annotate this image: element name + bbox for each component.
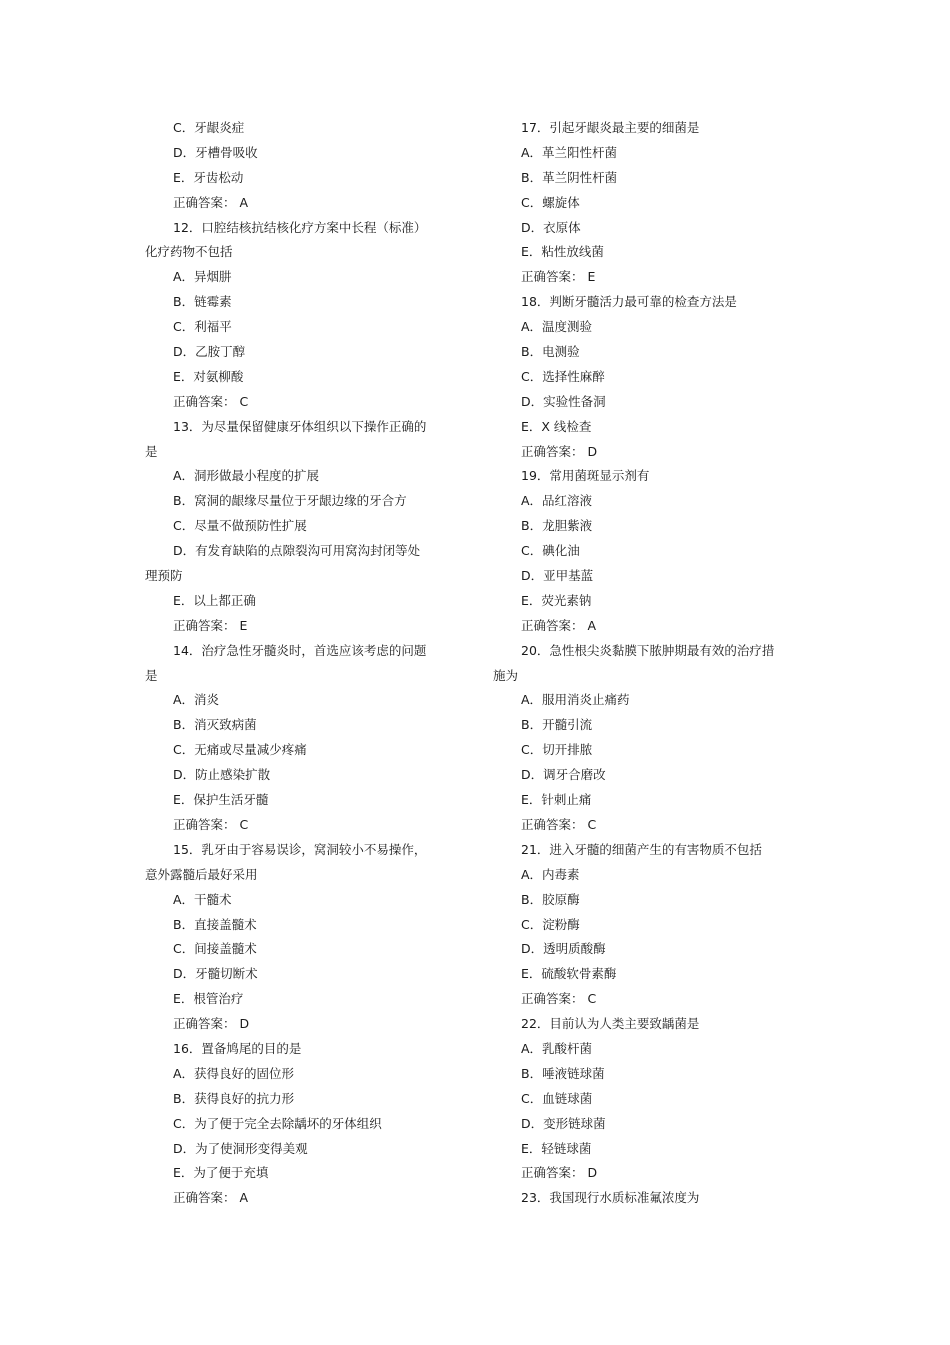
text-line: B．唾液链球菌 — [521, 1065, 605, 1081]
text-line: A．服用消炎止痛药 — [521, 692, 630, 708]
text-line: A．革兰阳性杆菌 — [521, 144, 618, 160]
text-line: 20．急性根尖炎黏膜下脓肿期最有效的治疗措 — [521, 642, 775, 658]
text-line: 12．口腔结核抗结核化疗方案中长程（标准） — [173, 219, 427, 235]
text-line: D．为了使洞形变得美观 — [173, 1140, 308, 1156]
text-line: E．以上都正确 — [173, 592, 256, 608]
text-line: 正确答案： E — [173, 617, 248, 633]
text-line: 正确答案： C — [173, 393, 249, 409]
text-line: A．获得良好的固位形 — [173, 1065, 295, 1081]
text-line: 正确答案： A — [521, 617, 597, 633]
text-line: 17．引起牙龈炎最主要的细菌是 — [521, 120, 700, 135]
text-line: 正确答案： A — [173, 194, 249, 210]
text-line: E．轻链球菌 — [521, 1140, 592, 1156]
text-line: A．温度测验 — [521, 319, 593, 335]
text-line: B．消灭致病菌 — [173, 717, 257, 733]
text-line: A．消炎 — [173, 692, 220, 708]
text-line: A．乳酸杆菌 — [521, 1040, 593, 1056]
text-line: 正确答案： E — [521, 269, 596, 285]
text-line: B．电测验 — [521, 344, 580, 360]
text-line: 19．常用菌斑显示剂有 — [521, 468, 650, 484]
text-line: 16．置备鸠尾的目的是 — [173, 1040, 302, 1056]
text-line: D．透明质酸酶 — [521, 941, 606, 957]
text-line: 意外露髓后最好采用 — [145, 866, 258, 882]
text-line: E．为了便于充填 — [173, 1165, 269, 1181]
text-line: C．螺旋体 — [521, 194, 580, 210]
text-line: 正确答案： C — [521, 991, 597, 1007]
text-line: 正确答案： A — [173, 1190, 249, 1206]
text-line: C．间接盖髓术 — [173, 941, 257, 957]
right-column — [493, 116, 793, 1211]
text-line: C．切开排脓 — [521, 742, 593, 758]
text-line: A．洞形做最小程度的扩展 — [173, 468, 320, 484]
text-line: 正确答案： C — [173, 816, 249, 832]
text-line: D．实验性备洞 — [521, 393, 606, 409]
text-line: D．有发育缺陷的点隙裂沟可用窝沟封闭等处 — [173, 543, 421, 559]
text-line: C．为了便于完全去除龋坏的牙体组织 — [173, 1115, 382, 1131]
text-line: D．防止感染扩散 — [173, 767, 271, 783]
text-line: E．硫酸软骨素酶 — [521, 966, 617, 982]
text-line: B．龙胆紫液 — [521, 518, 593, 534]
text-line: 施为 — [493, 667, 519, 683]
text-line: C．利福平 — [173, 319, 232, 335]
text-line: E．粘性放线菌 — [521, 244, 604, 260]
text-line: B．革兰阴性杆菌 — [521, 169, 618, 185]
text-line: 13．为尽量保留健康牙体组织以下操作正确的 — [173, 418, 427, 434]
text-line: D．乙胺丁醇 — [173, 344, 246, 360]
text-line: E．针刺止痛 — [521, 792, 592, 808]
text-line: D．亚甲基蓝 — [521, 568, 594, 584]
left-column — [145, 116, 445, 1211]
text-line: 是 — [145, 667, 158, 683]
text-line: 18．判断牙髓活力最可靠的检查方法是 — [521, 294, 737, 310]
text-line: 化疗药物不包括 — [145, 244, 233, 260]
text-line: E．保护生活牙髓 — [173, 792, 269, 808]
text-line: E．对氨柳酸 — [173, 368, 244, 384]
text-line: C．淀粉酶 — [521, 916, 580, 932]
text-line: A．品红溶液 — [521, 493, 593, 509]
text-line: 正确答案： D — [521, 1165, 598, 1181]
text-line: 15．乳牙由于容易误诊，窝洞较小不易操作， — [173, 841, 427, 857]
text-line: C．碘化油 — [521, 543, 580, 559]
text-line: C．血链球菌 — [521, 1090, 593, 1106]
text-line: B．窝洞的龈缘尽量位于牙龈边缘的牙合方 — [173, 493, 407, 509]
text-line: B．链霉素 — [173, 294, 232, 310]
text-line: D．牙髓切断术 — [173, 966, 258, 982]
text-line: 23．我国现行水质标准氟浓度为 — [521, 1190, 700, 1206]
text-line: E．根管治疗 — [173, 991, 244, 1007]
text-line: 正确答案： D — [521, 443, 598, 459]
text-line: C．尽量不做预防性扩展 — [173, 518, 307, 534]
text-line: 22．目前认为人类主要致龋菌是 — [521, 1016, 700, 1032]
text-line: E．荧光素钠 — [521, 592, 592, 608]
text-line: A．干髓术 — [173, 891, 232, 907]
text-line: C．牙龈炎症 — [173, 120, 245, 135]
text-line: B．开髓引流 — [521, 717, 593, 733]
text-line: A．异烟肼 — [173, 269, 232, 285]
text-line: E．牙齿松动 — [173, 169, 244, 185]
text-line: D．牙槽骨吸收 — [173, 144, 258, 160]
text-line: C．选择性麻醉 — [521, 368, 605, 384]
text-line: B．胶原酶 — [521, 891, 580, 907]
text-line: D．调牙合磨改 — [521, 767, 606, 783]
text-line: 21．进入牙髓的细菌产生的有害物质不包括 — [521, 841, 762, 857]
text-line: 14．治疗急性牙髓炎时，首选应该考虑的问题 — [173, 642, 427, 658]
text-line: D．衣原体 — [521, 219, 581, 235]
text-line: 正确答案： C — [521, 816, 597, 832]
text-line: E．X 线检查 — [521, 418, 592, 434]
text-line: 理预防 — [145, 568, 183, 584]
text-line: A．内毒素 — [521, 866, 580, 882]
text-line: D．变形链球菌 — [521, 1115, 606, 1131]
text-line: B．直接盖髓术 — [173, 916, 257, 932]
text-line: C．无痛或尽量减少疼痛 — [173, 742, 307, 758]
text-line: B．获得良好的抗力形 — [173, 1090, 295, 1106]
text-line: 正确答案： D — [173, 1016, 250, 1032]
text-line: 是 — [145, 443, 158, 459]
